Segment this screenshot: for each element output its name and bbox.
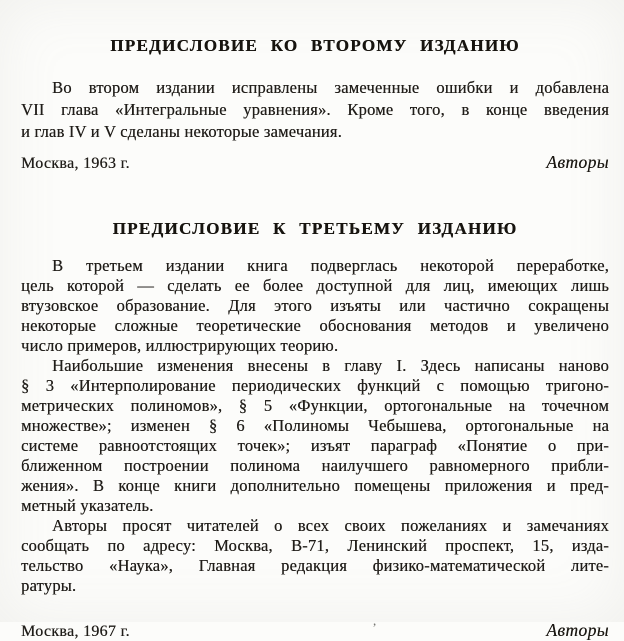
paragraph — [21, 256, 609, 356]
text-line: число примеров, иллюстрирующих теорию. — [21, 336, 339, 355]
text-line: жения». В конце книги дополнительно помещены приложения и пред- — [21, 476, 609, 495]
place-date: Москва, 1967 г. — [21, 623, 130, 640]
text-line: В третьем издании книга подверглась некоторой переработке, — [52, 256, 609, 275]
text-line: ближенном построении полинома наилучшего равномерного прибли- — [21, 456, 609, 475]
text-line: метный указатель. — [21, 496, 154, 515]
paragraph — [21, 77, 609, 143]
text-line: ратуры. — [21, 576, 77, 595]
text-line: втузовское образование. Для этого изъяты или частично сокращены — [21, 296, 609, 315]
preface-second-edition — [21, 0, 609, 173]
text-line: некоторые сложные теоретические обоснования методов и увеличено — [21, 316, 609, 335]
section-title: ПРЕДИСЛОВИЕ К ТРЕТЬЕМУ ИЗДАНИЮ — [112, 219, 518, 238]
dateline-row — [21, 613, 609, 641]
authors-signature: Авторы — [546, 152, 609, 172]
section-title: ПРЕДИСЛОВИЕ КО ВТОРОМУ ИЗДАНИЮ — [110, 36, 520, 55]
text-line: Наибольшие изменения внесены в главу I. Здесь написаны наново — [52, 356, 609, 375]
text-line: VII глава «Интегральные уравнения». Кроме того, в конце введения — [21, 100, 609, 119]
text-line: множестве»; изменен § 6 «Полиномы Чебышева, ортогональные на — [21, 416, 609, 435]
paragraph — [21, 356, 609, 516]
preface-third-edition — [21, 219, 609, 641]
text-line: метрических полиномов», § 5 «Функции, ортогональные на точечном — [21, 396, 609, 415]
text-line: цель которой — сделать ее более доступной для лиц, имеющих лишь — [21, 276, 609, 295]
scan-artifact: , — [373, 613, 377, 628]
text-line: § 3 «Интерполирование периодических функций с помощью тригоно- — [21, 376, 609, 395]
paragraph — [21, 516, 609, 596]
place-date: Москва, 1963 г. — [21, 155, 130, 172]
text-line: сообщать по адресу: Москва, В-71, Ленинский проспект, 15, изда- — [21, 536, 609, 555]
text-line: тельство «Наука», Главная редакция физико-математической лите- — [21, 556, 609, 575]
dateline-row — [21, 152, 609, 173]
text-line: системе равноотстоящих точек»; изъят параграф «Понятие о при- — [21, 436, 609, 455]
text-line: и глав IV и V сделаны некоторые замечания. — [21, 122, 342, 141]
authors-signature: Авторы — [546, 620, 609, 640]
text-line: Авторы просят читателей о всех своих пожеланиях и замечаниях — [52, 516, 609, 535]
text-line: Во втором издании исправлены замеченные ошибки и добавлена — [52, 78, 609, 97]
